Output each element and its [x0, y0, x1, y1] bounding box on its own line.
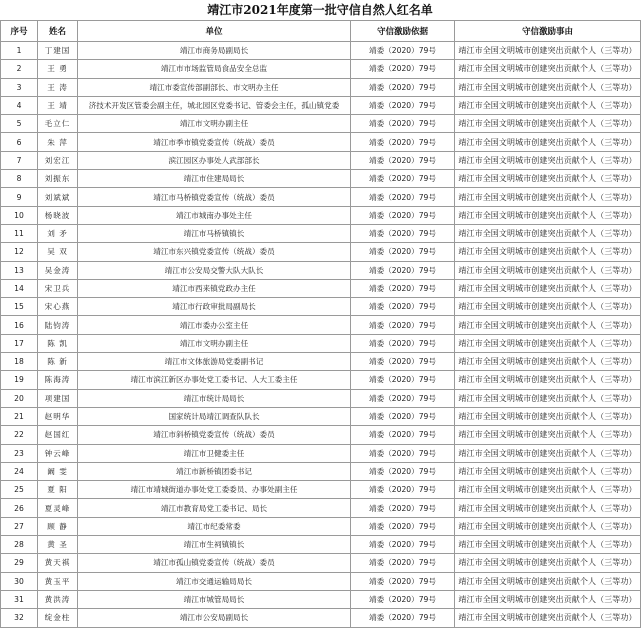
- cell-index: 32: [1, 609, 38, 627]
- cell-index: 30: [1, 572, 38, 590]
- table-row: [1, 170, 641, 188]
- cell-reason: 靖江市全国文明城市创建突出贡献个人（三等功）: [455, 590, 641, 608]
- cell-name: 绽金柱: [38, 609, 78, 627]
- table-row: [1, 407, 641, 425]
- table-row: [1, 224, 641, 242]
- cell-name: 毛立仁: [38, 115, 78, 133]
- cell-index: 24: [1, 462, 38, 480]
- table-row: [1, 279, 641, 297]
- cell-name: 朱 萍: [38, 133, 78, 151]
- cell-name: 刘 矛: [38, 224, 78, 242]
- cell-reason: 靖江市全国文明城市创建突出贡献个人（三等功）: [455, 481, 641, 499]
- cell-index: 3: [1, 78, 38, 96]
- header-reason: 守信激励事由: [455, 21, 641, 42]
- cell-reason: 靖江市全国文明城市创建突出贡献个人（三等功）: [455, 96, 641, 114]
- table-row: [1, 96, 641, 114]
- cell-basis: 靖委（2020）79号: [351, 389, 455, 407]
- cell-basis: 靖委（2020）79号: [351, 499, 455, 517]
- cell-reason: 靖江市全国文明城市创建突出贡献个人（三等功）: [455, 316, 641, 334]
- table-row: [1, 481, 641, 499]
- cell-index: 2: [1, 60, 38, 78]
- cell-index: 28: [1, 536, 38, 554]
- cell-name: 黄 圣: [38, 536, 78, 554]
- table-row: [1, 536, 641, 554]
- cell-unit: 靖江市商务局副局长: [78, 42, 351, 60]
- cell-name: 钟云峰: [38, 444, 78, 462]
- cell-basis: 靖委（2020）79号: [351, 115, 455, 133]
- cell-reason: 靖江市全国文明城市创建突出贡献个人（三等功）: [455, 298, 641, 316]
- table-row: [1, 60, 641, 78]
- cell-index: 31: [1, 590, 38, 608]
- cell-unit: 靖江市文明办副主任: [78, 334, 351, 352]
- cell-unit: 靖江市城南办事处主任: [78, 206, 351, 224]
- cell-reason: 靖江市全国文明城市创建突出贡献个人（三等功）: [455, 609, 641, 627]
- cell-index: 5: [1, 115, 38, 133]
- cell-unit: 靖江市新桥镇团委书记: [78, 462, 351, 480]
- cell-reason: 靖江市全国文明城市创建突出贡献个人（三等功）: [455, 554, 641, 572]
- cell-index: 25: [1, 481, 38, 499]
- cell-name: 杨晓波: [38, 206, 78, 224]
- cell-reason: 靖江市全国文明城市创建突出贡献个人（三等功）: [455, 371, 641, 389]
- cell-unit: 靖江市生祠镇镇长: [78, 536, 351, 554]
- cell-basis: 靖委（2020）79号: [351, 353, 455, 371]
- cell-index: 16: [1, 316, 38, 334]
- cell-basis: 靖委（2020）79号: [351, 224, 455, 242]
- cell-name: 黄洪涛: [38, 590, 78, 608]
- cell-basis: 靖委（2020）79号: [351, 536, 455, 554]
- cell-name: 阚 雯: [38, 462, 78, 480]
- table-row: [1, 499, 641, 517]
- header-unit: 单位: [78, 21, 351, 42]
- cell-reason: 靖江市全国文明城市创建突出贡献个人（三等功）: [455, 261, 641, 279]
- table-row: [1, 206, 641, 224]
- cell-basis: 靖委（2020）79号: [351, 444, 455, 462]
- cell-reason: 靖江市全国文明城市创建突出贡献个人（三等功）: [455, 426, 641, 444]
- cell-basis: 靖委（2020）79号: [351, 517, 455, 535]
- cell-basis: 靖委（2020）79号: [351, 609, 455, 627]
- cell-reason: 靖江市全国文明城市创建突出贡献个人（三等功）: [455, 444, 641, 462]
- cell-name: 黄天祺: [38, 554, 78, 572]
- cell-name: 陈 新: [38, 353, 78, 371]
- cell-unit: 靖江市委办公室主任: [78, 316, 351, 334]
- cell-reason: 靖江市全国文明城市创建突出贡献个人（三等功）: [455, 188, 641, 206]
- cell-basis: 靖委（2020）79号: [351, 298, 455, 316]
- cell-unit: 靖江市教育局党工委书记、局长: [78, 499, 351, 517]
- cell-basis: 靖委（2020）79号: [351, 407, 455, 425]
- table-row: [1, 554, 641, 572]
- cell-reason: 靖江市全国文明城市创建突出贡献个人（三等功）: [455, 389, 641, 407]
- cell-unit: 靖江市马桥镇党委宣传（统战）委员: [78, 188, 351, 206]
- cell-reason: 靖江市全国文明城市创建突出贡献个人（三等功）: [455, 517, 641, 535]
- cell-name: 刘宏江: [38, 151, 78, 169]
- cell-index: 23: [1, 444, 38, 462]
- cell-unit: 靖江市靖城街道办事处党工委委员、办事处副主任: [78, 481, 351, 499]
- table-row: [1, 133, 641, 151]
- cell-name: 王 涛: [38, 78, 78, 96]
- cell-name: 刘振东: [38, 170, 78, 188]
- cell-unit: 靖江市滨江新区办事处党工委书记、人大工委主任: [78, 371, 351, 389]
- cell-unit: 靖江市马桥镇镇长: [78, 224, 351, 242]
- cell-basis: 靖委（2020）79号: [351, 206, 455, 224]
- cell-index: 6: [1, 133, 38, 151]
- cell-index: 9: [1, 188, 38, 206]
- cell-index: 8: [1, 170, 38, 188]
- cell-unit: 靖江市季市镇党委宣传（统战）委员: [78, 133, 351, 151]
- cell-reason: 靖江市全国文明城市创建突出贡献个人（三等功）: [455, 536, 641, 554]
- cell-reason: 靖江市全国文明城市创建突出贡献个人（三等功）: [455, 115, 641, 133]
- cell-basis: 靖委（2020）79号: [351, 96, 455, 114]
- sheet-title: 靖江市2021年度第一批守信自然人红名单: [0, 0, 640, 21]
- cell-reason: 靖江市全国文明城市创建突出贡献个人（三等功）: [455, 334, 641, 352]
- header-index: 序号: [1, 21, 38, 42]
- cell-unit: 靖江市行政审批局副局长: [78, 298, 351, 316]
- table-row: [1, 371, 641, 389]
- cell-unit: 靖江市住建局局长: [78, 170, 351, 188]
- cell-unit: 靖江市文体旅游局党委副书记: [78, 353, 351, 371]
- cell-unit: 靖江市西来镇党政办主任: [78, 279, 351, 297]
- cell-unit: 靖江市卫健委主任: [78, 444, 351, 462]
- table-row: [1, 78, 641, 96]
- cell-basis: 靖委（2020）79号: [351, 462, 455, 480]
- cell-basis: 靖委（2020）79号: [351, 261, 455, 279]
- cell-unit: 靖江市公安局副局长: [78, 609, 351, 627]
- cell-name: 项建国: [38, 389, 78, 407]
- cell-unit: 国家统计局靖江调查队队长: [78, 407, 351, 425]
- cell-reason: 靖江市全国文明城市创建突出贡献个人（三等功）: [455, 42, 641, 60]
- table-row: [1, 261, 641, 279]
- cell-basis: 靖委（2020）79号: [351, 279, 455, 297]
- cell-basis: 靖委（2020）79号: [351, 334, 455, 352]
- cell-index: 26: [1, 499, 38, 517]
- cell-basis: 靖委（2020）79号: [351, 188, 455, 206]
- cell-unit: 靖江市纪委常委: [78, 517, 351, 535]
- cell-unit: 靖江市统计局局长: [78, 389, 351, 407]
- cell-unit: 靖江市孤山镇党委宣传（统战）委员: [78, 554, 351, 572]
- cell-name: 顾 静: [38, 517, 78, 535]
- cell-basis: 靖委（2020）79号: [351, 554, 455, 572]
- cell-name: 刘斌斌: [38, 188, 78, 206]
- table-row: [1, 316, 641, 334]
- table-row: [1, 298, 641, 316]
- cell-reason: 靖江市全国文明城市创建突出贡献个人（三等功）: [455, 151, 641, 169]
- cell-reason: 靖江市全国文明城市创建突出贡献个人（三等功）: [455, 170, 641, 188]
- table-row: [1, 590, 641, 608]
- cell-index: 1: [1, 42, 38, 60]
- cell-reason: 靖江市全国文明城市创建突出贡献个人（三等功）: [455, 133, 641, 151]
- header-row: [1, 21, 641, 42]
- cell-reason: 靖江市全国文明城市创建突出贡献个人（三等功）: [455, 243, 641, 261]
- cell-unit: 靖江市城管局局长: [78, 590, 351, 608]
- cell-unit: 靖江市文明办副主任: [78, 115, 351, 133]
- cell-reason: 靖江市全国文明城市创建突出贡献个人（三等功）: [455, 572, 641, 590]
- cell-index: 19: [1, 371, 38, 389]
- cell-reason: 靖江市全国文明城市创建突出贡献个人（三等功）: [455, 462, 641, 480]
- cell-reason: 靖江市全国文明城市创建突出贡献个人（三等功）: [455, 60, 641, 78]
- cell-name: 宋卫兵: [38, 279, 78, 297]
- cell-unit: 滨江园区办事处人武部部长: [78, 151, 351, 169]
- cell-index: 20: [1, 389, 38, 407]
- cell-name: 宋心燕: [38, 298, 78, 316]
- table-row: [1, 334, 641, 352]
- header-name: 姓名: [38, 21, 78, 42]
- table-row: [1, 517, 641, 535]
- cell-name: 陆钧涛: [38, 316, 78, 334]
- cell-name: 夏灵峰: [38, 499, 78, 517]
- cell-index: 15: [1, 298, 38, 316]
- cell-reason: 靖江市全国文明城市创建突出贡献个人（三等功）: [455, 353, 641, 371]
- cell-index: 13: [1, 261, 38, 279]
- cell-name: 王 勇: [38, 60, 78, 78]
- header-basis: 守信激励依据: [351, 21, 455, 42]
- cell-name: 赵国红: [38, 426, 78, 444]
- cell-reason: 靖江市全国文明城市创建突出贡献个人（三等功）: [455, 407, 641, 425]
- cell-unit: 靖江市委宣传部副部长、市文明办主任: [78, 78, 351, 96]
- cell-name: 吴金涛: [38, 261, 78, 279]
- cell-basis: 靖委（2020）79号: [351, 590, 455, 608]
- table-row: [1, 609, 641, 627]
- cell-name: 夏 阳: [38, 481, 78, 499]
- cell-unit: 靖江市公安局交警大队大队长: [78, 261, 351, 279]
- cell-name: 陈 凯: [38, 334, 78, 352]
- cell-index: 14: [1, 279, 38, 297]
- cell-name: 吴 双: [38, 243, 78, 261]
- cell-basis: 靖委（2020）79号: [351, 316, 455, 334]
- cell-basis: 靖委（2020）79号: [351, 572, 455, 590]
- cell-name: 陈海涛: [38, 371, 78, 389]
- cell-name: 黄玉平: [38, 572, 78, 590]
- cell-basis: 靖委（2020）79号: [351, 426, 455, 444]
- table-row: [1, 243, 641, 261]
- cell-index: 21: [1, 407, 38, 425]
- table-row: [1, 426, 641, 444]
- cell-name: 赵明华: [38, 407, 78, 425]
- cell-basis: 靖委（2020）79号: [351, 60, 455, 78]
- table-row: [1, 151, 641, 169]
- cell-index: 12: [1, 243, 38, 261]
- cell-index: 11: [1, 224, 38, 242]
- cell-index: 10: [1, 206, 38, 224]
- cell-basis: 靖委（2020）79号: [351, 151, 455, 169]
- cell-reason: 靖江市全国文明城市创建突出贡献个人（三等功）: [455, 279, 641, 297]
- cell-unit: 济技术开发区管委会副主任，城北园区党委书记、管委会主任，孤山镇党委: [78, 96, 351, 114]
- cell-reason: 靖江市全国文明城市创建突出贡献个人（三等功）: [455, 206, 641, 224]
- cell-name: 丁建国: [38, 42, 78, 60]
- cell-unit: 靖江市市场监管局食品安全总监: [78, 60, 351, 78]
- cell-index: 17: [1, 334, 38, 352]
- table-row: [1, 389, 641, 407]
- cell-name: 王 靖: [38, 96, 78, 114]
- cell-basis: 靖委（2020）79号: [351, 42, 455, 60]
- cell-index: 27: [1, 517, 38, 535]
- table-row: [1, 42, 641, 60]
- table-row: [1, 353, 641, 371]
- cell-unit: 靖江市东兴镇党委宣传（统战）委员: [78, 243, 351, 261]
- table-row: [1, 115, 641, 133]
- cell-reason: 靖江市全国文明城市创建突出贡献个人（三等功）: [455, 224, 641, 242]
- cell-reason: 靖江市全国文明城市创建突出贡献个人（三等功）: [455, 78, 641, 96]
- cell-index: 7: [1, 151, 38, 169]
- cell-basis: 靖委（2020）79号: [351, 371, 455, 389]
- cell-index: 22: [1, 426, 38, 444]
- cell-index: 4: [1, 96, 38, 114]
- cell-index: 18: [1, 353, 38, 371]
- cell-unit: 靖江市斜桥镇党委宣传（统战）委员: [78, 426, 351, 444]
- table-row: [1, 462, 641, 480]
- cell-reason: 靖江市全国文明城市创建突出贡献个人（三等功）: [455, 499, 641, 517]
- cell-basis: 靖委（2020）79号: [351, 133, 455, 151]
- table-body: [1, 42, 641, 628]
- table-row: [1, 444, 641, 462]
- cell-basis: 靖委（2020）79号: [351, 78, 455, 96]
- cell-basis: 靖委（2020）79号: [351, 170, 455, 188]
- table-row: [1, 188, 641, 206]
- red-list-table: [0, 20, 641, 628]
- table-row: [1, 572, 641, 590]
- cell-index: 29: [1, 554, 38, 572]
- cell-basis: 靖委（2020）79号: [351, 481, 455, 499]
- cell-unit: 靖江市交通运输局局长: [78, 572, 351, 590]
- cell-basis: 靖委（2020）79号: [351, 243, 455, 261]
